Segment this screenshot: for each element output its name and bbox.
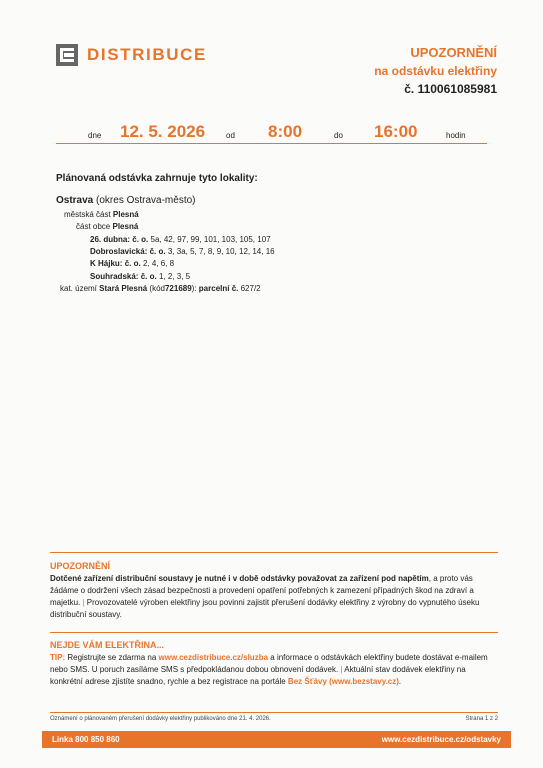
tip-section xyxy=(50,632,498,688)
brand-name: DISTRIBUCE xyxy=(87,45,207,64)
from-label: od xyxy=(226,131,235,140)
footer-bar xyxy=(42,731,511,748)
street-row: 26. dubna: č. o. 5a, 42, 97, 99, 101, 103, 105, 107 xyxy=(90,234,271,244)
street-row: K Hájku: č. o. 2, 4, 6, 8 xyxy=(90,259,175,269)
title-line-2: na odstávku elektřiny xyxy=(374,64,497,78)
date-label: dne xyxy=(88,131,102,140)
title-line-1: UPOZORNĚNÍ xyxy=(410,45,497,60)
logo xyxy=(56,44,207,66)
outage-end-time: 16:00 xyxy=(374,122,418,141)
publication-note: Oznámení o plánovaném přerušení dodávky elektřiny publikováno dne 21. 4. 2026. xyxy=(50,716,271,722)
bezstavy-link-name[interactable]: Bez Šťávy xyxy=(287,677,327,686)
city-line xyxy=(56,195,496,207)
registration-link[interactable]: www.cezdistribuce.cz/sluzba xyxy=(158,653,269,662)
safety-notice xyxy=(50,552,498,621)
outage-date: 12. 5. 2026 xyxy=(120,122,206,141)
outages-link[interactable]: www.cezdistribuce.cz/odstavky xyxy=(381,735,501,744)
city-name: Ostrava xyxy=(56,195,94,207)
hotline: Linka 800 850 860 xyxy=(52,735,120,744)
safety-notice-text: Dotčené zařízení distribuční soustavy je nutné i v době odstávky považovat za zařízení pod napětím, a proto vás žádáme o dodržení všech zásad bezpečnosti a provedení opatření potřebných k zamezení případných škod na zdraví a majetku. | Provozovatelé výroben elektřiny jsou povinni zajistit přerušení dodávky elektřiny z výrobny do vypnutého úseku distribuční soustavy. xyxy=(50,574,480,619)
notice-title xyxy=(374,44,497,98)
safety-notice-heading: UPOZORNĚNÍ xyxy=(50,561,111,571)
notice-number: č. 110061085981 xyxy=(404,82,497,96)
tip-text: TIP: Registrujte se zdarma na www.cezdistribuce.cz/sluzba a informace o odstávkách elektřiny budete dostávat e-mailem nebo SMS. U poruch zasíláme SMS s předpokládanou dobou obnovení dodávek. | Aktuální stav dodávek elektřiny na konkrétní adrese zjistíte snadno, rychle a bez registrace na portále Bez Šťávy (www.bezstavy.cz). xyxy=(50,653,488,686)
outage-start-time: 8:00 xyxy=(268,122,303,141)
cadastre-line: kat. území Stará Plesná (kód721689): parcelní č. 627/2 xyxy=(60,284,261,294)
tip-heading: NEJDE VÁM ELEKTŘINA... xyxy=(50,640,165,650)
bezstavy-link-url[interactable]: (www.bezstavy.cz) xyxy=(329,677,399,686)
street-row: Dobroslavická: č. o. 3, 3a, 5, 7, 8, 9, 10, 12, 14, 16 xyxy=(90,247,275,257)
fine-print xyxy=(50,712,498,722)
street-row: Souhradská: č. o. 1, 2, 3, 5 xyxy=(90,271,191,281)
localities-heading: Plánovaná odstávka zahrnuje tyto lokality: xyxy=(56,173,258,184)
city-part-line: městská část Plesná xyxy=(64,209,139,219)
outage-time-bar xyxy=(56,119,487,144)
to-label: do xyxy=(334,131,343,140)
hours-label: hodin xyxy=(446,131,466,140)
city-district: (okres Ostrava-město) xyxy=(96,195,196,207)
cez-logo-icon xyxy=(56,44,78,66)
municipality-line: část obce Plesná xyxy=(76,222,139,232)
page-number: Strana 1 z 2 xyxy=(465,716,498,722)
localities-section xyxy=(56,173,496,296)
